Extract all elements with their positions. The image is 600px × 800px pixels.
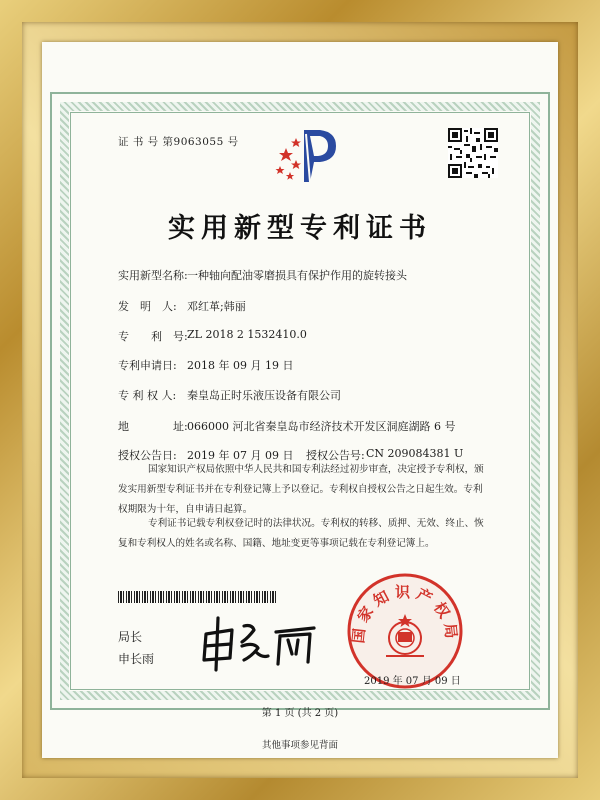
footer-note: 其他事项参见背面 [261, 740, 339, 751]
field-label-patentee: 专 利 权 人: [118, 389, 177, 402]
seal-text: 国家知识产权局 [349, 582, 461, 645]
signature-icon [192, 612, 322, 672]
seal-date: 2019 年 07 月 09 日 [364, 676, 461, 687]
announcement-number-label: 授权公告号: [306, 449, 365, 462]
field-value-name: 一种轴向配油零磨损具有保护作用的旋转接头 [187, 269, 407, 282]
announcement-date-value: 2019 年 07 月 09 日 [187, 449, 294, 462]
qr-code-icon [448, 128, 498, 178]
page-title: 实用新型专利证书 [168, 213, 432, 244]
grant-paragraph: 国家知识产权局依照中华人民共和国专利法经过初步审查，决定授予专利权，颁发实用新型专利证书并在专利登记簿上予以登记。专利权自授权公告之日起生效。专利权期限为十年，自申请日起算。 [118, 464, 484, 515]
page-number: 第 1 页 (共 2 页) [261, 708, 339, 719]
field-label-address: 地 址: [118, 420, 188, 433]
field-label-name: 实用新型名称: [118, 269, 188, 282]
director-title: 局长 [118, 630, 143, 644]
field-value-address: 066000 河北省秦皇岛市经济技术开发区洞庭湖路 6 号 [187, 420, 456, 433]
announcement-date-label: 授权公告日: [118, 449, 177, 462]
legal-status-paragraph: 专利证书记载专利权登记时的法律状况。专利权的转移、质押、无效、终止、恢复和专利权人的姓名或名称、国籍、地址变更等事项记载在专利登记簿上。 [118, 518, 484, 549]
field-value-patentee: 秦皇岛正时乐液压设备有限公司 [187, 389, 341, 402]
director-name: 申长雨 [118, 652, 155, 666]
field-value-filing-date: 2018 年 09 月 19 日 [187, 359, 294, 372]
field-value-inventor: 邓红革;韩丽 [187, 300, 246, 313]
certificate-number: 证 书 号 第9063055 号 [118, 136, 239, 148]
field-label-patent-number: 专 利 号: [118, 330, 188, 343]
field-label-filing-date: 专利申请日: [118, 359, 177, 372]
field-value-patent-number: ZL 2018 2 1532410.0 [187, 328, 307, 341]
barcode [118, 591, 278, 603]
announcement-number-value: CN 209084381 U [366, 447, 464, 460]
field-label-inventor: 发 明 人: [118, 300, 177, 313]
cnipa-logo-icon [270, 126, 340, 186]
